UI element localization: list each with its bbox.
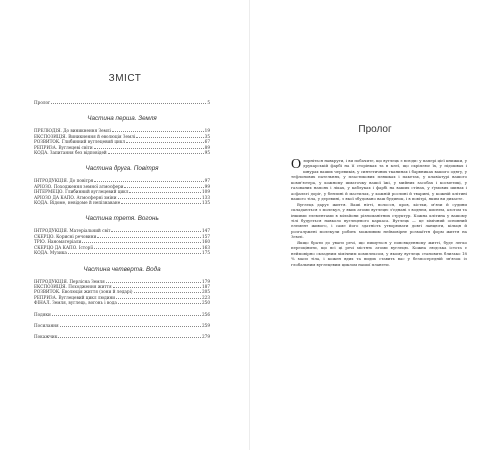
toc-entry-title: КОДА. Запитання без відповідей [34,150,107,156]
toc-entry-page: 147 [202,228,210,234]
toc-entry-title: СКЕРЦО ДА КАПО. Історії [34,244,93,250]
toc-part-title: Частина перша. Земля [87,115,157,123]
toc-leader-dots [68,250,201,254]
drop-cap: О [291,157,302,172]
toc-leader-dots [111,228,201,232]
toc-entry-title: АРІОЗО ДА КАПО. Атмосферні зміни [34,194,117,200]
toc-entry-title: РЕПРИЗА. Вуглецеві світи [34,144,93,150]
toc-entry-page: 163 [202,244,210,250]
toc-entry-page: 133 [202,194,210,200]
toc-leader-dots [134,289,201,293]
toc-entry-title: Посилання [34,322,59,328]
toc-title: ЗМІСТ [108,73,142,84]
prologue-paragraph: Якщо брати до уваги речі, що пишуться у повсякденному житті, буде легко переоцінити, що всі ці речі містять атоми вуглецю. Кожна людська істота є неймовірно складним хімічним комплексом, у якому вуглець становить близько 18 % маси тіла, і кожен вдих та видих ставить вас у безпосередній зв'язок із глобальним вуглецевим циклом нашої планети. [291,239,467,267]
toc-leader-dots [113,284,201,288]
toc-entry-page: 5 [207,100,210,105]
toc-entry-page: 19 [204,128,210,134]
toc-leader-dots [60,323,201,327]
toc-leader-dots [82,239,201,243]
toc-entry-page: 250 [202,300,210,306]
toc-entry-page: 279 [202,334,210,340]
toc-leader-dots [51,100,206,104]
toc-entry-page: 89 [204,144,210,150]
toc-entry-title: КОДА. Відоме, невідоме й непізнаване [34,200,121,206]
toc-leader-dots [129,189,201,193]
toc-entry-title: ФІНАЛ. Земля, вуглець, вогонь і вода [34,300,117,306]
prologue-text [291,158,467,267]
toc-entry-page: 187 [202,283,210,289]
spacer [34,105,210,115]
toc-part-title: Частина друга. Повітря [85,165,159,173]
toc-entry-title: ТРІО. Наноматеріали [34,239,82,245]
toc-entry-title: ЕКСПОЗИЦІЯ. Виникнення й еволюція Землі [34,133,136,139]
spacer [34,205,210,215]
toc-entry-title: Покажчик [34,334,58,340]
prologue-paragraph [291,158,467,202]
toc-entry-title: РОЗВИТОК. Глибинний вуглецевий цикл [34,139,126,145]
toc-leader-dots [108,150,204,154]
spacer [34,256,210,266]
toc-entry-title: ІНТЕРМЕЦО. Глибинний вуглецевий цикл [34,189,129,195]
toc-leader-dots [118,300,201,304]
toc-entry-title: РОЗВИТОК. Еволюція життя (зони й ледарі) [34,289,133,295]
toc-part-title: Частина третя. Вогонь [85,215,159,223]
toc-entry-page: 35 [204,133,210,139]
toc-entry-title: Подяки [34,311,51,317]
toc-entry-page: 223 [202,294,210,300]
toc-entry-page: 99 [204,183,210,189]
toc-leader-dots [121,200,201,204]
toc-entry-title: ІНТРОДУКЦІЯ. Перлісна Земля [34,278,105,284]
toc-entry-title: КОДА. Музика [34,250,67,256]
toc-entry-title: ЕКСПОЗИЦІЯ. Походження життя [34,283,112,289]
toc-leader-dots [52,312,201,316]
spacer [34,155,210,165]
toc-entry-page: 179 [202,278,210,284]
toc-entry-page: 95 [204,150,210,156]
toc-entry-page: 205 [202,289,210,295]
toc-entry-page: 256 [202,311,210,317]
toc-entry-title: Пролог [34,100,51,105]
toc-leader-dots [94,178,203,182]
toc-part-title: Частина четверта. Вода [83,265,161,273]
toc-entry-page: 109 [202,189,210,195]
toc-entry-title: РЕПРИЗА. Вуглецевий цикл людини [34,294,116,300]
table-of-contents [34,100,210,340]
toc-leader-dots [118,195,202,199]
toc-leader-dots [58,334,201,338]
toc-entry-index[interactable] [34,334,210,339]
toc-entry-page: 175 [202,250,210,256]
toc-entry-page: 160 [202,239,210,245]
paragraph-text: зирніться навкруги, і ви побачите, що вуглець є всюди: у папері цієї книжки, у друкарській фарбі на її сторінках та в клеї, що скріплює їх, у підошвах і шнурах ваших черевиків, у синтетичних тканинах і барвниках вашого одягу, у тефлонових пательнях, у пластикових пляшках і пакетах, у клавіатурі вашого комп'ютера, у кожному шматочку вашої їжі, у мийних засобах і косметиці, у газованих напоях і ліках, у каблуках і фарбі на ваших стінах, у ґумових шинах і асфальті доріг, у бензині й мастилах, у кожній рослині й тварині, у кожній клітині вашого тіла, у деревині, з якої збудовано ваш будинок, і в повітрі, яким ви дихаєте. [291,158,467,202]
toc-entry-page: 157 [202,233,210,239]
toc-entry-title: ІНТРОДУКЦІЯ. Матеріальний світ [34,228,111,234]
toc-entry-title: АРІОЗО. Походження земної атмосфери [34,183,124,189]
toc-entry-page: 135 [202,200,210,206]
toc-entry-title: ІНТРОДУКЦІЯ. До повітря [34,178,94,184]
toc-leader-dots [136,134,203,138]
toc-entry-page: 259 [202,322,210,328]
toc-leader-dots [97,234,201,238]
toc-leader-dots [94,145,204,149]
book-gutter [249,0,250,450]
toc-entry-title: СКЕРЦО. Корисні речовини [34,233,97,239]
prologue-paragraph: Вуглець дарує життя. Ваші нігті, волосся, кров, кістки, м'язи й судини складаються з молекул, у яких атоми вуглецю з'єднані з воднем, киснем, азотом та іншими елементами в мільйони різноманітних структур. Кожна клітина у вашому тілі будується навколо вуглецевого каркаса. Вуглець — це хімічний основний елемент живого, і саме його здатність утворювати довгі ланцюги, кільця й розгалужені молекули робить можливим неймовірне розмаїття форм життя на Землі. [291,201,467,240]
toc-entry-title: ПРЕЛЮДІЯ. До виникнення Землі [34,128,111,134]
prologue-title: Пролог [358,124,392,135]
toc-entry-page: 67 [204,139,210,145]
toc-leader-dots [124,184,203,188]
toc-leader-dots [116,295,201,299]
toc-entry-page: 97 [204,178,210,184]
toc-leader-dots [94,245,201,249]
toc-leader-dots [112,128,204,132]
toc-leader-dots [126,139,204,143]
toc-leader-dots [106,279,201,283]
